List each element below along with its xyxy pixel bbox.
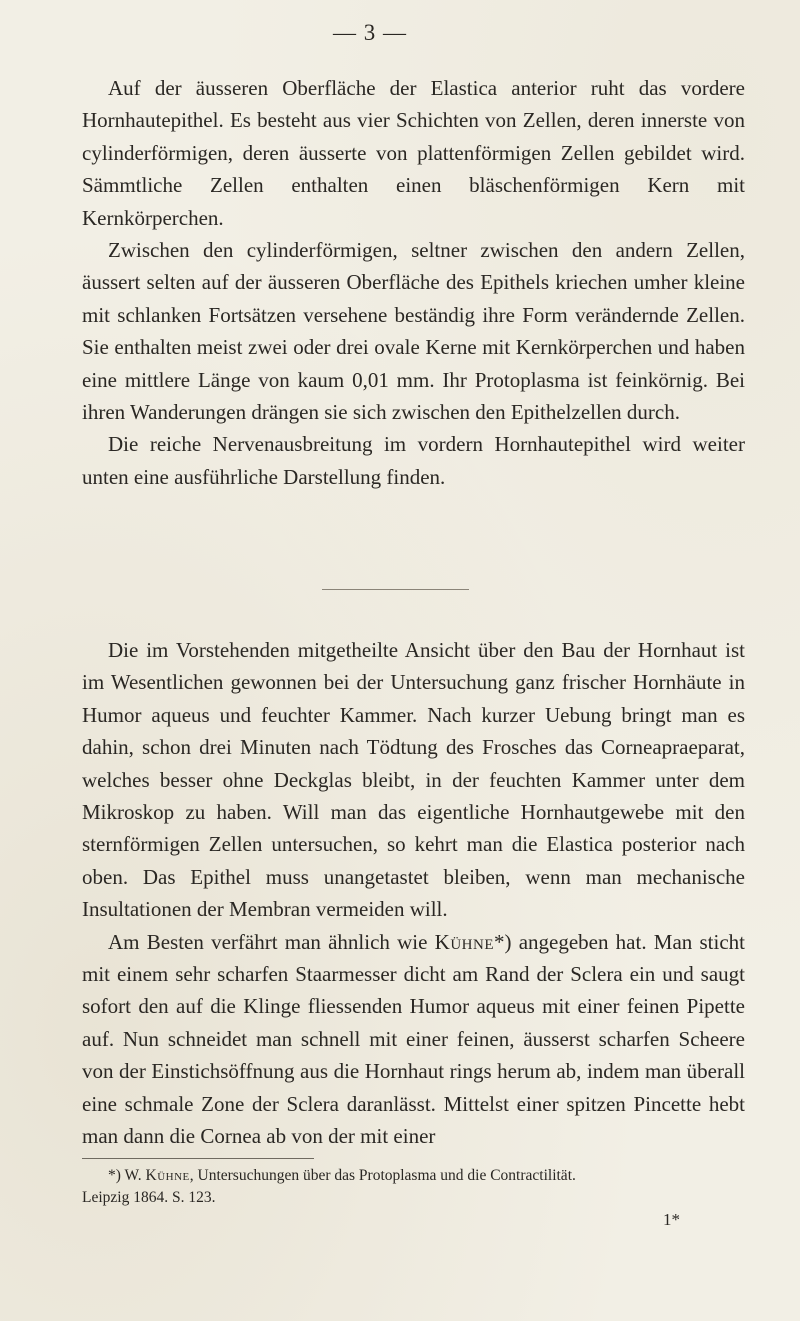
paragraph-5-intro: Am Besten verfährt man ähnlich wie xyxy=(108,929,435,954)
footnote-marker: *) xyxy=(108,1167,121,1184)
footnote-title: , Untersuchungen über das Protoplasma und die Contractilität. xyxy=(189,1167,576,1184)
footnote-author: Kühne xyxy=(145,1167,190,1184)
paragraph-epithel-layers: Auf der äusseren Oberfläche der Elastica anterior ruht das vordere Hornhautepithel. Es besteht aus vier Schichten von Zellen, deren innerste von cylinderförmigen, deren äusserte von plattenförmigen Zellen gebildet wird. Sämmtliche Zellen enthalten einen bläschenförmigen Kern mit Kernkörperchen. xyxy=(82,76,745,230)
author-kuehne: Kühne xyxy=(434,929,494,954)
footnote-author-initial: W. xyxy=(124,1167,142,1184)
paragraph-preparation-procedure xyxy=(82,926,745,1153)
paragraph-5-body: angegeben hat. Man sticht mit einem sehr scharfen Staarmesser dicht am Rand der Sclera ein und saugt sofort den auf die Klinge fliessenden Humor aqueus mit einer feinen Pipette auf. Nun schneidet man schnell mit einer feinen, äusserst scharfen Scheere von der Einstichsöffnung aus die Hornhaut rings herum ab, indem man überall eine schmale Zone der Sclera daranlässt. Mittelst einer spitzen Pincette hebt man dann die Cornea ab von der mit einer xyxy=(82,929,745,1149)
signature-mark: 1* xyxy=(663,1210,680,1229)
text-block-top xyxy=(82,72,745,493)
footnote-reference: *) xyxy=(493,929,512,954)
section-divider xyxy=(322,589,469,590)
footnote-line-2: Leipzig 1864. S. 123. xyxy=(82,1189,216,1206)
footnote xyxy=(82,1165,745,1209)
footnote-rule xyxy=(82,1158,314,1159)
text-block-bottom xyxy=(82,634,745,1153)
paragraph-examination-method: Die im Vorstehenden mitgetheilte Ansicht über den Bau der Hornhaut ist im Wesentlichen gewonnen bei der Untersuchung ganz frischer Hornhäute in Humor aqueus und feuchter Kammer. Nach kurzer Uebung bringt man es dahin, schon drei Minuten nach Tödtung des Frosches das Corneapraeparat, welches besser ohne Deckglas bleibt, in der feuchten Kammer unter dem Mikroskop zu haben. Will man das eigentliche Hornhautgewebe mit den sternförmigen Zellen untersuchen, so kehrt man die Elastica posterior nach oben. Das Epithel muss unangetastet bleiben, wenn man mechanische Insultationen der Membran vermeiden will. xyxy=(82,638,745,922)
page-number: — 3 — xyxy=(333,20,407,45)
paragraph-wandering-cells: Zwischen den cylinderförmigen, seltner zwischen den andern Zellen, äussert selten auf der äusseren Oberfläche des Epithels kriechen umher kleine mit schlanken Fortsätzen versehene beständig ihre Form verändernde Zellen. Sie enthalten meist zwei oder drei ovale Kerne mit Kernkörperchen und haben eine mittlere Länge von kaum 0,01 mm. Ihr Protoplasma ist feinkörnig. Bei ihren Wanderungen drängen sie sich zwischen den Epithelzellen durch. xyxy=(82,238,745,425)
paragraph-nerve-distribution: Die reiche Nervenausbreitung im vordern Hornhautepithel wird weiter unten eine ausführliche Darstellung finden. xyxy=(82,432,745,489)
footnote-line-1 xyxy=(82,1165,745,1187)
